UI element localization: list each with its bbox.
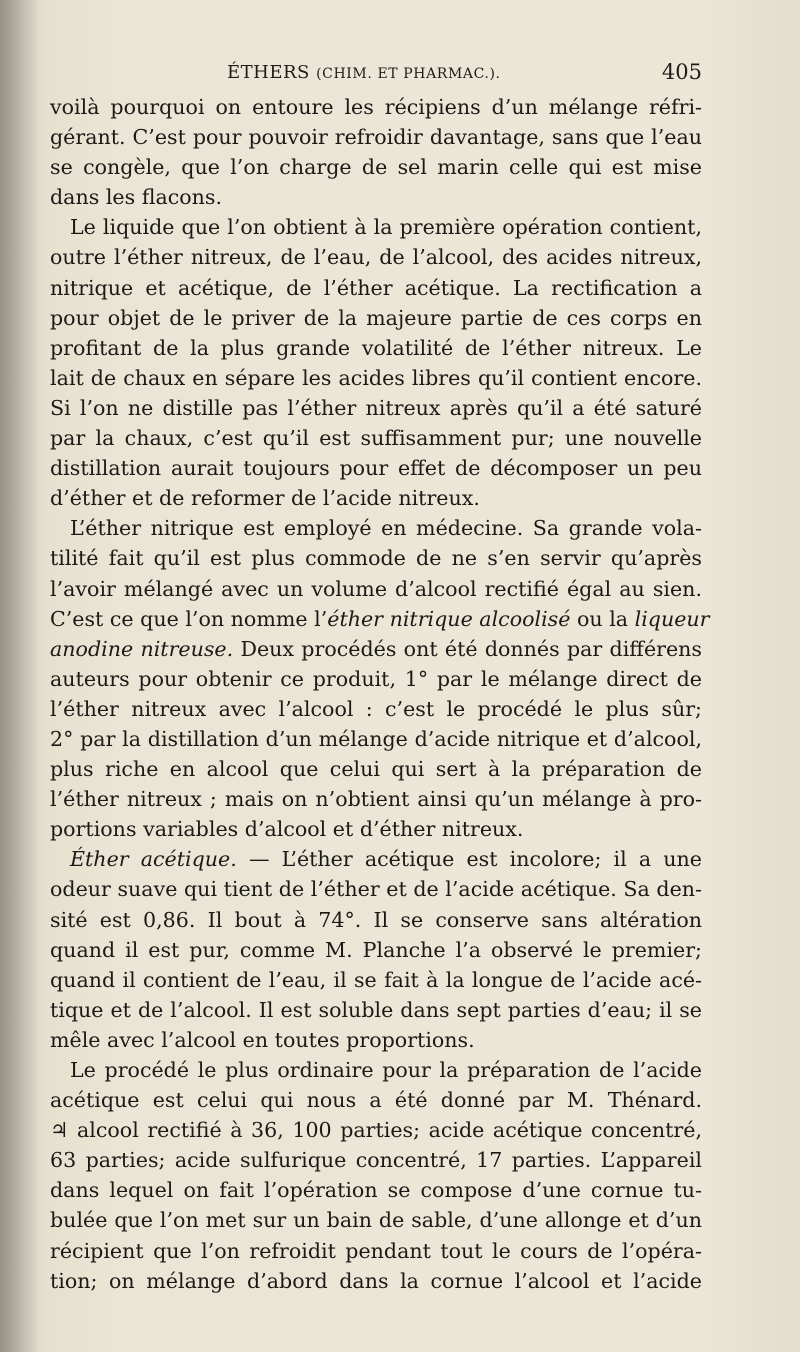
text-line: outre l’éther nitreux, de l’eau, de l’alcool, des acides nitreux, [50, 245, 702, 270]
text-line: l’éther nitreux avec l’alcool : c’est le procédé le plus sûr; [50, 696, 702, 721]
italic-term: éther nitrique alcoolisé [327, 606, 571, 631]
running-header [52, 60, 702, 90]
text-line: auteurs pour obtenir ce produit, 1° par le mélange direct de [50, 666, 702, 691]
text-line: bulée que l’on met sur un bain de sable, d’une allonge et d’un [50, 1208, 702, 1233]
text-line: l’éther nitreux ; mais on n’obtient ainsi qu’un mélange à pro- [50, 787, 702, 812]
header-title [227, 62, 501, 83]
header-title-paren: (CHIM. ET PHARMAC.). [316, 66, 501, 82]
text-line: tion; on mélange d’abord dans la cornue l’alcool et l’acide [50, 1268, 702, 1293]
italic-term: anodine nitreuse. [50, 636, 234, 661]
text-line: 2° par la distillation d’un mélange d’acide nitrique et d’alcool, [50, 726, 702, 751]
text-line: voilà pourquoi on entoure les récipiens d’un mélange réfri- [50, 95, 702, 119]
page-number: 405 [661, 60, 702, 84]
text-segment: ou la [570, 606, 635, 631]
text-line: sité est 0,86. Il bout à 74°. Il se conserve sans altération [50, 907, 702, 932]
text-line: tique et de l’alcool. Il est soluble dans sept parties d’eau; il se [50, 997, 702, 1022]
header-title-main: ÉTHERS [227, 62, 310, 83]
text-line: profitant de la plus grande volatilité de l’éther nitreux. Le [50, 335, 702, 360]
text-segment: C’est ce que l’on nomme l’ [50, 606, 328, 631]
text-line: mêle avec l’alcool en toutes proportions. [50, 1027, 475, 1052]
text-line [50, 604, 710, 634]
text-line: portions variables d’alcool et d’éther nitreux. [50, 817, 524, 842]
text-line [50, 634, 702, 664]
text-line: plus riche en alcool que celui qui sert à la préparation de [50, 757, 702, 782]
text-line: l’avoir mélangé avec un volume d’alcool rectifié égal au sien. [50, 576, 702, 601]
text-line: se congèle, que l’on charge de sel marin celle qui est mise [50, 155, 702, 180]
text-line: pour objet de le priver de la majeure partie de ces corps en [50, 305, 702, 330]
text-line: gérant. C’est pour pouvoir refroidir davantage, sans que l’eau [50, 125, 702, 150]
body-text [50, 92, 710, 1296]
text-line: odeur suave qui tient de l’éther et de l’acide acétique. Sa den- [50, 877, 702, 902]
text-line: dans lequel on fait l’opération se compose d’une cornue tu- [50, 1178, 702, 1203]
text-line: nitrique et acétique, de l’éther acétique. La rectification a [50, 275, 702, 300]
italic-term: liqueur [634, 606, 710, 631]
text-line: par la chaux, c’est qu’il est suffisamment pur; une nouvelle [50, 426, 702, 451]
text-line [50, 844, 702, 874]
text-line: quand il contient de l’eau, il se fait à la longue de l’acide acé- [50, 967, 702, 992]
text-line: quand il est pur, comme M. Planche l’a observé le premier; [50, 937, 702, 962]
text-line: tilité fait qu’il est plus commode de ne s’en servir qu’après [50, 546, 702, 571]
text-line: récipient que l’on refroidit pendant tout le cours de l’opéra- [50, 1238, 702, 1263]
text-line: 63 parties; acide sulfurique concentré, 17 parties. L’appareil [50, 1148, 702, 1173]
text-line: Le liquide que l’on obtient à la première opération contient, [70, 215, 702, 240]
text-line: acétique est celui qui nous a été donné par M. Thénard. [50, 1088, 702, 1113]
text-line: ♃ alcool rectifié à 36, 100 parties; acide acétique concentré, [50, 1118, 702, 1143]
text-line: Le procédé le plus ordinaire pour la préparation de l’acide [70, 1058, 702, 1082]
text-segment: — L’éther acétique est incolore; il a une [236, 847, 702, 872]
text-line: lait de chaux en sépare les acides libres qu’il contient encore. [50, 365, 702, 390]
text-line: Si l’on ne distille pas l’éther nitreux après qu’il a été saturé [50, 395, 702, 420]
text-segment: Deux procédés ont été donnés par différens [233, 636, 702, 661]
text-line: distillation aurait toujours pour effet de décomposer un peu [50, 456, 702, 481]
text-line: d’éther et de reformer de l’acide nitreux. [50, 486, 480, 511]
text-line: dans les flacons. [50, 185, 223, 210]
binding-shadow [0, 0, 40, 1352]
italic-term: Éther acétique. [70, 847, 237, 872]
text-line: L’éther nitrique est employé en médecine. Sa grande vola- [70, 516, 702, 541]
